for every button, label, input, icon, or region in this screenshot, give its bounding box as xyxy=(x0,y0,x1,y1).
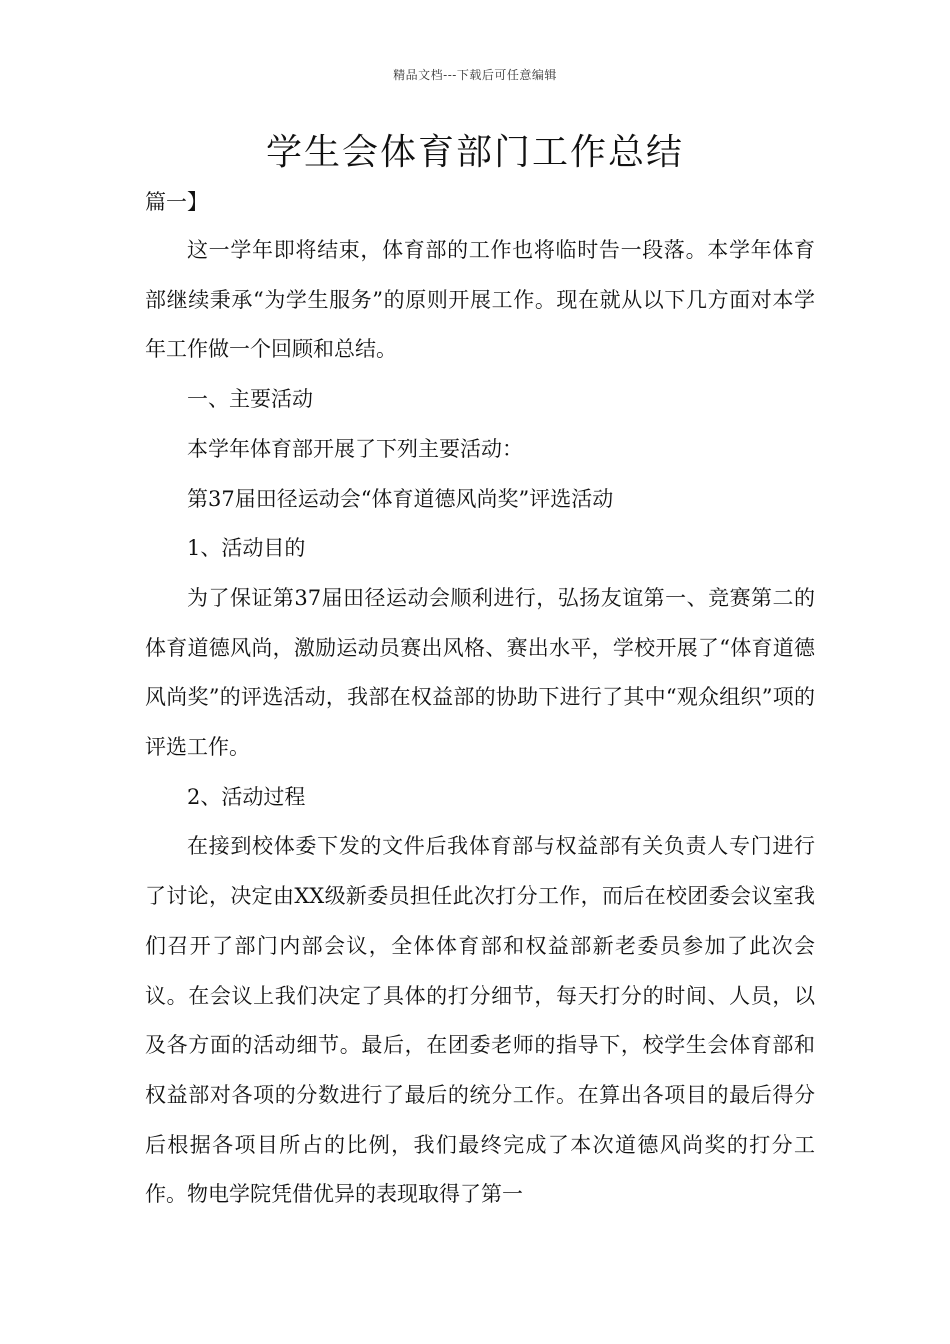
paragraph-intro: 这一学年即将结束，体育部的工作也将临时告一段落。本学年体育部继续秉承“为学生服务”的原则开展工作。现在就从以下几方面对本学年工作做一个回顾和总结。 xyxy=(145,238,815,362)
document-body xyxy=(145,226,815,1220)
header-note: 精品文档---下载后可任意编辑 xyxy=(393,68,557,82)
page-title: 学生会体育部门工作总结 xyxy=(265,132,684,173)
paragraph-purpose: 为了保证第37届田径运动会顺利进行，弘扬友谊第一、竞赛第二的体育道德风尚，激励运动员赛出风格、赛出水平，学校开展了“体育道德风尚奖”的评选活动，我部在权益部的协助下进行了其中“观众组织”项的评选工作。 xyxy=(145,585,815,760)
paragraph-process: 在接到校体委下发的文件后我体育部与权益部有关负责人专门进行了讨论，决定由XX级新委员担任此次打分工作，而后在校团委会议室我们召开了部门内部会议，全体体育部和权益部新老委员参加了此次会议。在会议上我们决定了具体的打分细节，每天打分的时间、人员，以及各方面的活动细节。最后，在团委老师的指导下，校学生会体育部和权益部对各项的分数进行了最后的统分工作。在算出各项目的最后得分后根据各项目所占的比例，我们最终完成了本次道德风尚奖的打分工作。物电学院凭借优异的表现取得了第一 xyxy=(145,834,815,1207)
paragraph-activities-lead: 本学年体育部开展了下列主要活动： xyxy=(187,436,523,461)
heading-activity-process: 2、活动过程 xyxy=(187,784,306,809)
heading-main-activities: 一、主要活动 xyxy=(187,387,313,412)
section-label: 篇一】 xyxy=(145,190,208,214)
heading-activity-name: 第37届田径运动会“体育道德风尚奖”评选活动 xyxy=(187,486,614,511)
heading-activity-purpose: 1、活动目的 xyxy=(187,536,306,561)
